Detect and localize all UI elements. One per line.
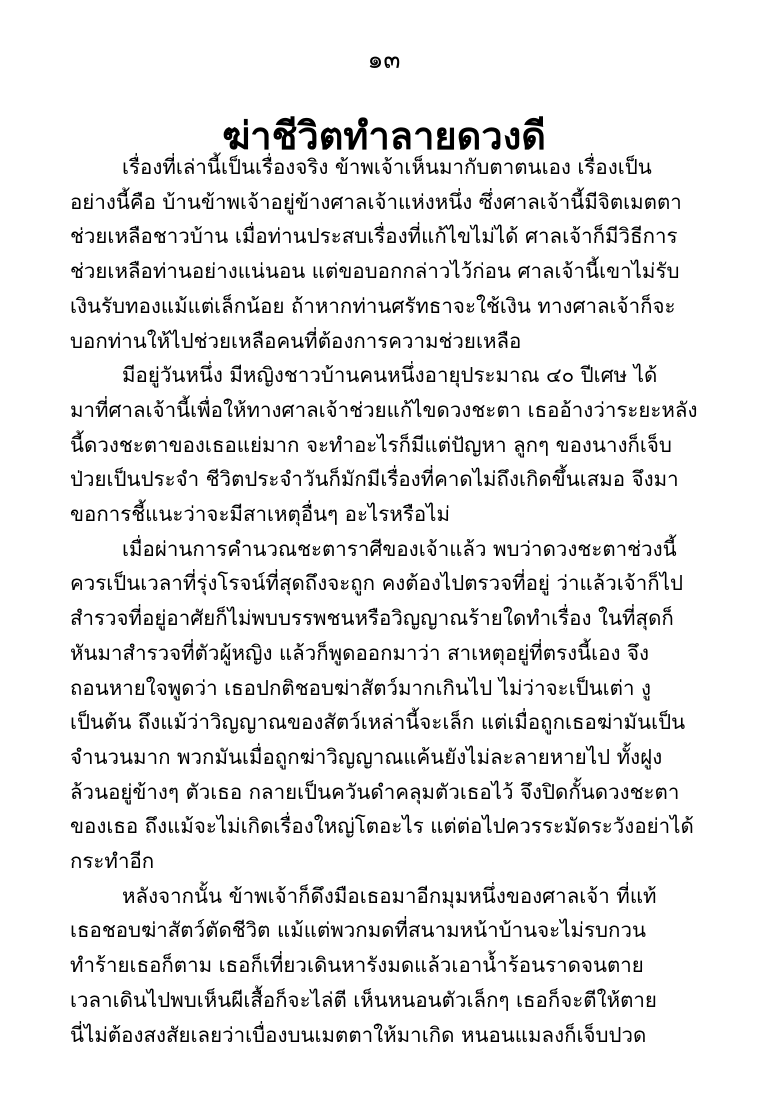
text-line: บอกท่านให้ไปช่วยเหลือคนที่ต้องการความช่วยเหลือ xyxy=(70,328,522,353)
paragraph xyxy=(70,879,710,1053)
text-line: กระทำอีก xyxy=(70,849,155,874)
text-line: เรื่องที่เล่านี้เป็นเรื่องจริง ข้าพเจ้าเห็นมากับตาตนเอง เรื่องเป็น xyxy=(122,155,652,179)
text-line: ของเธอ ถึงแม้จะไม่เกิดเรื่องใหญ่โตอะไร แต่ต่อไปควรระมัดระวังอย่าได้ xyxy=(70,814,694,839)
text-line: เวลาเดินไปพบเห็นผีเสื้อก็จะไล่ตี เห็นหนอนตัวเล็กๆ เธอก็จะตีให้ตาย xyxy=(70,987,657,1012)
text-line: มีอยู่วันหนึ่ง มีหญิงชาวบ้านคนหนึ่งอายุประมาณ ๔๐ ปีเศษ ได้ xyxy=(122,363,658,388)
text-line: อย่างนี้คือ บ้านข้าพเจ้าอยู่ข้างศาลเจ้าแห่งหนึ่ง ซึ่งศาลเจ้านี้มีจิตเมตตา xyxy=(70,189,682,214)
text-line: มาที่ศาลเจ้านี้เพื่อให้ทางศาลเจ้าช่วยแก้ไขดวงชะตา เธออ้างว่าระยะหลัง xyxy=(70,397,698,422)
story-body xyxy=(70,150,710,1052)
paragraph xyxy=(70,358,710,532)
text-line: นี่ไม่ต้องสงสัยเลยว่าเบื่องบนเมตตาให้มาเกิด หนอนแมลงก็เจ็บปวด xyxy=(70,1022,647,1047)
text-line: ทำร้ายเธอก็ตาม เธอก็เที่ยวเดินหารังมดแล้วเอาน้ำร้อนราดจนตาย xyxy=(70,953,644,978)
text-line: เงินรับทองแม้แต่เล็กน้อย ถ้าหากท่านศรัทธาจะใช้เงิน ทางศาลเจ้าก็จะ xyxy=(70,293,676,318)
text-line: สำรวจที่อยู่อาศัยก็ไม่พบบรรพชนหรือวิญญาณร้ายใดทำเรื่อง ในที่สุดก็ xyxy=(70,606,674,631)
text-line: ช่วยเหลือท่านอย่างแน่นอน แต่ขอบอกกล่าวไว้ก่อน ศาลเจ้านี้เขาไม่รับ xyxy=(70,259,680,284)
text-line: ช่วยเหลือชาวบ้าน เมื่อท่านประสบเรื่องที่แก้ไขไม่ได้ ศาลเจ้าก็มีวิธีการ xyxy=(70,224,678,249)
paragraph xyxy=(70,532,710,879)
text-line: ถอนหายใจพูดว่า เธอปกติชอบฆ่าสัตว์มากเกินไป ไม่ว่าจะเป็นเต่า งู xyxy=(70,675,651,700)
text-line: เป็นต้น ถึงแม้ว่าวิญญาณของสัตว์เหล่านี้จะเล็ก แต่เมื่อถูกเธอฆ่ามันเป็น xyxy=(70,710,686,735)
text-line: เธอชอบฆ่าสัตว์ตัดชีวิต แม้แต่พวกมดที่สนามหน้าบ้านจะไม่รบกวน xyxy=(70,918,646,943)
text-line: นี้ดวงชะตาของเธอแย่มาก จะทำอะไรก็มีแต่ปัญหา ลูกๆ ของนางก็เจ็บ xyxy=(70,432,672,457)
paragraph-list xyxy=(70,150,710,1052)
text-line: เมื่อผ่านการคำนวณชะตาราศีของเจ้าแล้ว พบว่าดวงชะตาช่วงนี้ xyxy=(122,536,677,561)
page-title: ฆ่าชีวิตทำลายดวงดี xyxy=(222,114,546,158)
text-line: ล้วนอยู่ข้างๆ ตัวเธอ กลายเป็นควันดำคลุมตัวเธอไว้ จึงปิดกั้นดวงชะตา xyxy=(70,779,680,804)
text-line: จำนวนมาก พวกมันเมื่อถูกฆ่าวิญญาณแค้นยังไม่ละลายหายไป ทั้งฝูง xyxy=(70,744,663,769)
page-number: ๑๓ xyxy=(367,45,401,74)
paragraph xyxy=(70,150,710,358)
text-line: หลังจากนั้น ข้าพเจ้าก็ดึงมือเธอมาอีกมุมหนึ่งของศาลเจ้า ที่แท้ xyxy=(122,883,657,908)
text-line: หันมาสำรวจที่ตัวผู้หญิง แล้วก็พูดออกมาว่า สาเหตุอยู่ที่ตรงนี้เอง จึง xyxy=(70,640,649,665)
text-line: ขอการชี้แนะว่าจะมีสาเหตุอื่นๆ อะไรหรือไม่ xyxy=(70,502,450,527)
text-line: ควรเป็นเวลาที่รุ่งโรจน์ที่สุดถึงจะถูก คงต้องไปตรวจที่อยู่ ว่าแล้วเจ้าก็ไป xyxy=(70,571,684,596)
text-line: ป่วยเป็นประจำ ชีวิตประจำวันก็มักมีเรื่องที่คาดไม่ถึงเกิดขึ้นเสมอ จึงมา xyxy=(70,467,679,492)
